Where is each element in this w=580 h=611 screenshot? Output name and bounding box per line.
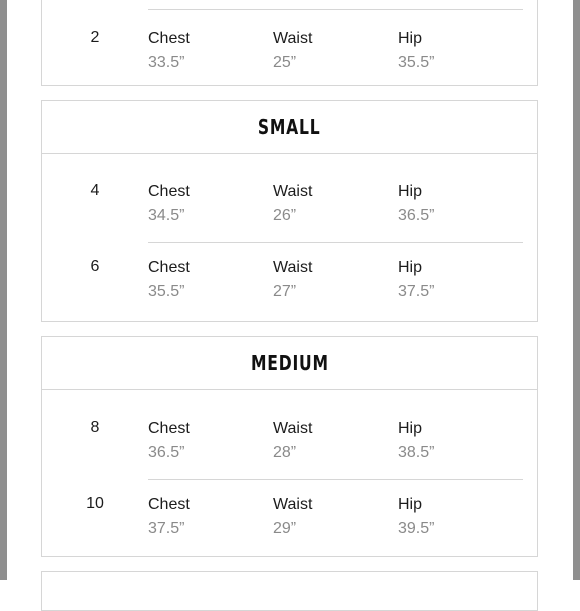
section-title: MEDIUM [250, 351, 329, 375]
hip-value: 35.5” [398, 54, 435, 71]
hip-label: Hip [398, 496, 423, 513]
waist-measure [273, 258, 312, 302]
hip-measure [398, 419, 434, 463]
waist-label: Waist [273, 496, 313, 513]
waist-value: 28” [273, 444, 297, 461]
chest-label: Chest [148, 183, 190, 200]
waist-measure [273, 419, 312, 463]
chest-measure [148, 258, 190, 302]
chest-value: 37.5” [148, 520, 185, 537]
chest-label: Chest [148, 30, 190, 47]
chest-label: Chest [148, 259, 190, 276]
size-number: 4 [90, 182, 100, 199]
size-row [42, 243, 537, 319]
waist-label: Waist [273, 420, 313, 437]
waist-label: Waist [273, 183, 313, 200]
chest-measure [148, 29, 190, 73]
waist-measure [273, 29, 312, 73]
waist-measure [273, 495, 312, 539]
hip-value: 39.5” [398, 520, 435, 537]
waist-value: 29” [273, 520, 297, 537]
size-number: 2 [90, 29, 100, 46]
chest-measure [148, 182, 190, 226]
waist-value: 25” [273, 54, 297, 71]
section-header [42, 101, 537, 154]
size-number: 8 [90, 419, 100, 436]
chest-measure [148, 495, 190, 539]
size-row [42, 403, 537, 480]
chest-value: 34.5” [148, 207, 185, 224]
hip-label: Hip [398, 420, 423, 437]
size-number: 6 [90, 258, 100, 275]
chest-measure [148, 419, 190, 463]
size-row [42, 167, 537, 243]
hip-measure [398, 29, 434, 73]
section-title: SMALL [258, 115, 321, 139]
chest-label: Chest [148, 496, 190, 513]
chest-value: 35.5” [148, 283, 185, 300]
hip-value: 38.5” [398, 444, 435, 461]
hip-measure [398, 182, 434, 226]
chest-value: 36.5” [148, 444, 185, 461]
waist-measure [273, 182, 312, 226]
hip-measure [398, 258, 434, 302]
size-section-xsmall [41, 0, 538, 86]
waist-label: Waist [273, 30, 313, 47]
size-row [42, 10, 537, 87]
waist-label: Waist [273, 259, 313, 276]
hip-label: Hip [398, 259, 423, 276]
chest-value: 33.5” [148, 54, 185, 71]
size-section-next [41, 571, 538, 611]
waist-value: 27” [273, 283, 297, 300]
chest-label: Chest [148, 420, 190, 437]
size-number: 10 [86, 495, 104, 512]
section-header [42, 337, 537, 390]
size-row [42, 480, 537, 557]
hip-value: 36.5” [398, 207, 435, 224]
hip-value: 37.5” [398, 283, 435, 300]
hip-label: Hip [398, 183, 423, 200]
hip-label: Hip [398, 30, 423, 47]
size-section-medium [41, 336, 538, 557]
waist-value: 26” [273, 207, 297, 224]
size-section-small [41, 100, 538, 322]
hip-measure [398, 495, 434, 539]
size-row [42, 0, 537, 10]
